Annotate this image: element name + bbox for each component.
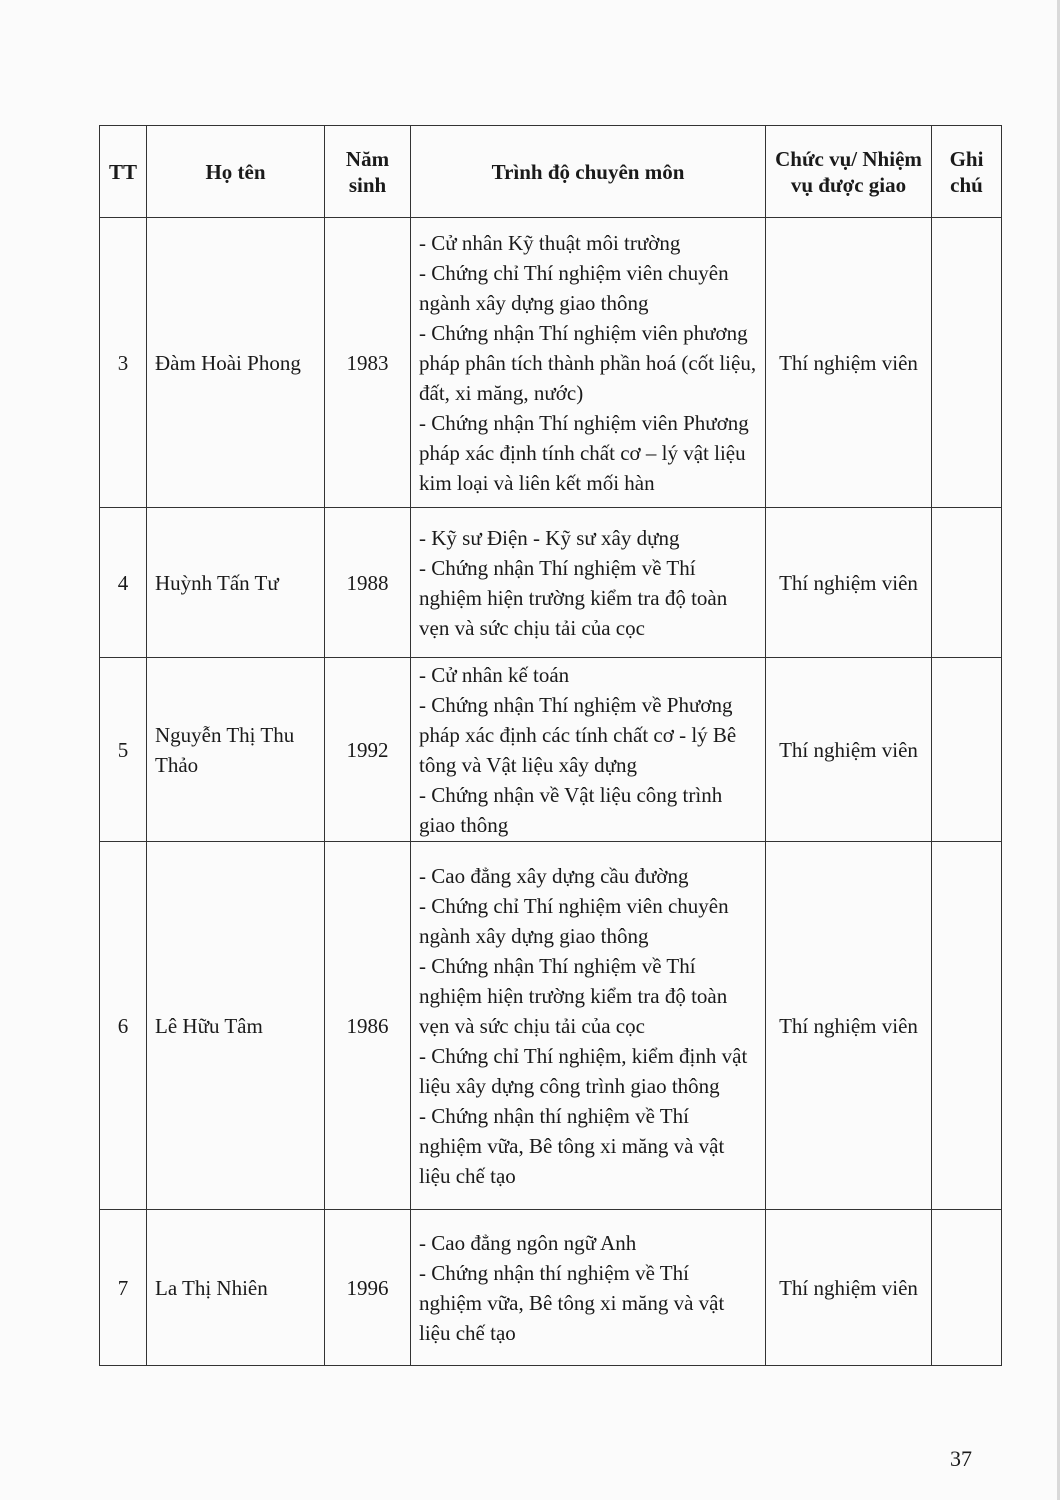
table-row: [100, 658, 1002, 842]
qualification-line: - Cử nhân Kỹ thuật môi trường: [419, 230, 681, 255]
staff-table: [99, 125, 1002, 1366]
row-note: [932, 842, 1002, 1210]
qualification-line: - Chứng nhận thí nghiệm về Thí nghiệm vữa, Bê tông xi măng và vật liệu chế tạo: [419, 1260, 725, 1345]
row-note: [932, 508, 1002, 658]
row-year: 1983: [325, 218, 411, 508]
row-role: Thí nghiệm viên: [766, 1210, 932, 1366]
row-qualifications: [411, 1210, 766, 1366]
row-note: [932, 218, 1002, 508]
header-row: [100, 126, 1002, 218]
row-year: 1996: [325, 1210, 411, 1366]
header-name: Họ tên: [147, 126, 325, 218]
row-number: 4: [100, 508, 147, 658]
row-name: La Thị Nhiên: [147, 1210, 325, 1366]
row-role: Thí nghiệm viên: [766, 658, 932, 842]
qualification-line: - Chứng nhận thí nghiệm về Thí nghiệm vữa, Bê tông xi măng và vật liệu chế tạo: [419, 1103, 725, 1188]
qualification-line: - Cao đẳng ngôn ngữ Anh: [419, 1230, 637, 1255]
page-number: 37: [950, 1446, 972, 1471]
table-row: [100, 1210, 1002, 1366]
row-number: 6: [100, 842, 147, 1210]
row-role: Thí nghiệm viên: [766, 508, 932, 658]
row-name: Nguyễn Thị Thu Thảo: [147, 658, 325, 842]
header-role: Chức vụ/ Nhiệm vụ được giao: [766, 126, 932, 218]
row-role: Thí nghiệm viên: [766, 218, 932, 508]
header-qualifications: Trình độ chuyên môn: [411, 126, 766, 218]
row-name: Huỳnh Tấn Tư: [147, 508, 325, 658]
qualification-line: - Chứng nhận Thí nghiệm về Thí nghiệm hiện trường kiểm tra độ toàn vẹn và sức chịu tải của cọc: [419, 953, 728, 1038]
row-note: [932, 1210, 1002, 1366]
header-year: Năm sinh: [325, 126, 411, 218]
row-qualifications: [411, 842, 766, 1210]
header-note: Ghi chú: [932, 126, 1002, 218]
qualification-line: - Kỹ sư Điện - Kỹ sư xây dựng: [419, 525, 680, 550]
row-number: 3: [100, 218, 147, 508]
qualification-line: - Cử nhân kế toán: [419, 662, 570, 687]
row-number: 5: [100, 658, 147, 842]
row-year: 1986: [325, 842, 411, 1210]
qualification-line: - Cao đẳng xây dựng cầu đường: [419, 863, 689, 888]
row-qualifications: [411, 508, 766, 658]
row-name: Lê Hữu Tâm: [147, 842, 325, 1210]
qualification-line: - Chứng nhận Thí nghiệm về Thí nghiệm hiện trường kiểm tra độ toàn vẹn và sức chịu tải của cọc: [419, 555, 728, 640]
row-name: Đàm Hoài Phong: [147, 218, 325, 508]
qualification-line: - Chứng nhận Thí nghiệm viên Phương pháp xác định tính chất cơ – lý vật liệu kim loại và liên kết mối hàn: [419, 410, 749, 495]
table-row: [100, 508, 1002, 658]
qualification-line: - Chứng nhận Thí nghiệm về Phương pháp xác định các tính chất cơ - lý Bê tông và Vật liệu xây dựng: [419, 692, 737, 777]
row-year: 1988: [325, 508, 411, 658]
qualification-line: - Chứng chỉ Thí nghiệm viên chuyên ngành xây dựng giao thông: [419, 893, 729, 948]
row-year: 1992: [325, 658, 411, 842]
qualification-line: - Chứng nhận Thí nghiệm viên phương pháp phân tích thành phần hoá (cốt liệu, đất, xi măng, nước): [419, 320, 757, 405]
table-row: [100, 218, 1002, 508]
row-qualifications: [411, 658, 766, 842]
row-qualifications: [411, 218, 766, 508]
qualification-line: - Chứng chỉ Thí nghiệm, kiểm định vật liệu xây dựng công trình giao thông: [419, 1043, 748, 1098]
qualification-line: - Chứng nhận về Vật liệu công trình giao thông: [419, 782, 723, 837]
row-number: 7: [100, 1210, 147, 1366]
table-row: [100, 842, 1002, 1210]
row-note: [932, 658, 1002, 842]
row-role: Thí nghiệm viên: [766, 842, 932, 1210]
qualification-line: - Chứng chỉ Thí nghiệm viên chuyên ngành xây dựng giao thông: [419, 260, 729, 315]
header-tt: TT: [100, 126, 147, 218]
